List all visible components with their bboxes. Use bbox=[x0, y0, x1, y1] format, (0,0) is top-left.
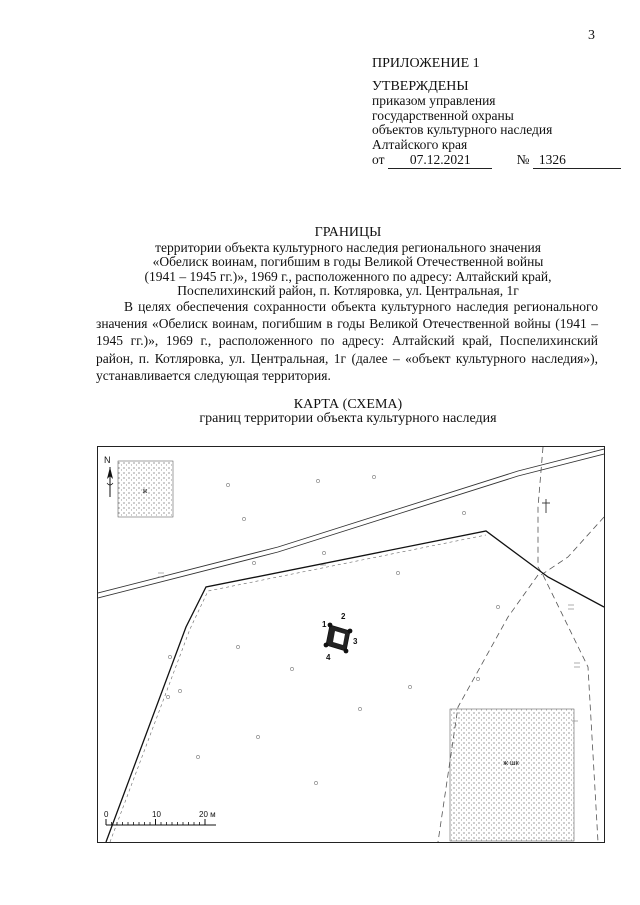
approval-number: 1326 bbox=[533, 152, 621, 169]
map-canvas bbox=[98, 447, 604, 842]
approval-line: объектов культурного наследия bbox=[372, 122, 553, 137]
approval-line: Алтайского края bbox=[372, 136, 468, 152]
point-label: 3 bbox=[353, 637, 358, 646]
number-label: № bbox=[516, 152, 530, 167]
building-label: ж bbox=[142, 488, 148, 495]
road bbox=[98, 449, 604, 598]
scale-tick-label: 10 bbox=[152, 810, 161, 819]
point-label: 1 bbox=[322, 620, 327, 629]
north-label: N bbox=[104, 455, 111, 465]
scale-bar bbox=[104, 810, 216, 825]
map-title bbox=[96, 398, 600, 426]
from-label: от bbox=[372, 152, 385, 167]
title-line: «Обелиск воинам, погибшим в годы Великой Отечественной войны bbox=[152, 254, 544, 269]
title-line: Поспелихинский район, п. Котляровка, ул. Центральная, 1г bbox=[177, 283, 519, 298]
map-heading: КАРТА (СХЕМА) bbox=[293, 397, 403, 412]
approval-line: государственной охраны bbox=[372, 107, 514, 123]
scale-tick-label: 20 м bbox=[199, 810, 216, 819]
approval-heading: УТВЕРЖДЕНЫ bbox=[372, 79, 469, 94]
scale-tick-label: 0 bbox=[104, 810, 109, 819]
north-arrow-icon bbox=[104, 455, 113, 497]
point-label: 2 bbox=[341, 612, 346, 621]
paragraph-text: В целях обеспечения сохранности объекта культурного наследия регионального значения «Обелиск воинам, погибшим в годы Великой Отечественной войны (1941 – 1945 гг.)», 1969 г., расположенного по адресу: Алтайский край, Поспелихинский район, п. Котляровка, ул. Центральная, 1г (далее – «объект культурного наследия»), устанавливается следующая территория. bbox=[96, 299, 598, 383]
page-number: 3 bbox=[588, 28, 595, 43]
title-heading: ГРАНИЦЫ bbox=[314, 225, 382, 240]
appendix-heading: ПРИЛОЖЕНИЕ 1 bbox=[372, 56, 480, 71]
approval-date-row bbox=[372, 152, 621, 169]
approval-block bbox=[372, 80, 552, 152]
cross-marker-icon bbox=[542, 499, 550, 513]
monument-icon bbox=[324, 623, 353, 654]
building-school bbox=[450, 709, 574, 841]
title-line: (1941 – 1945 гг.)», 1969 г., расположенного по адресу: Алтайский край, bbox=[144, 268, 552, 284]
body-paragraph bbox=[96, 298, 598, 384]
approval-line: приказом управления bbox=[372, 93, 496, 108]
point-label: 4 bbox=[326, 653, 331, 662]
building-label: ж шк bbox=[503, 760, 519, 767]
building-small bbox=[118, 461, 173, 517]
approval-date: 07.12.2021 bbox=[388, 152, 492, 169]
title-line: территории объекта культурного наследия регионального значения bbox=[155, 239, 541, 255]
document-title bbox=[96, 226, 600, 299]
map-scheme bbox=[97, 446, 605, 843]
map-subheading: границ территории объекта культурного наследия bbox=[199, 411, 497, 426]
